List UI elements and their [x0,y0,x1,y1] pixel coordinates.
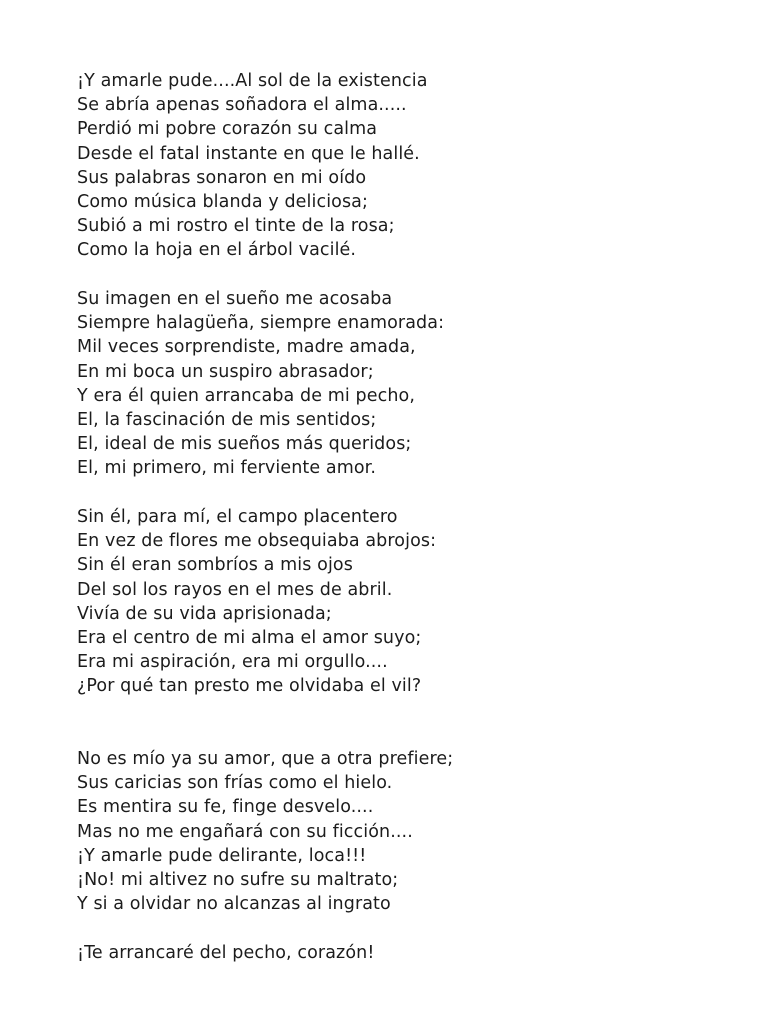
stanza-4 [77,747,453,916]
poem-line: Del sol los rayos en el mes de abril. [77,579,393,600]
poem-line: Se abría apenas soñadora el alma..... [77,95,407,116]
poem-line: Desde el fatal instante en que le hallé. [77,143,420,164]
poem-line: Vivía de su vida aprisionada; [77,603,332,624]
poem-line: El, la fascinación de mis sentidos; [77,410,377,431]
poem-line: ¡Te arrancaré del pecho, corazón! [77,943,375,963]
poem-line: El, mi primero, mi ferviente amor. [77,458,377,479]
poem-line: Su imagen en el sueño me acosaba [77,289,393,309]
poem-line: Como música blanda y deliciosa; [77,192,368,213]
stanza-3 [77,505,436,699]
poem-line: Era el centro de mi alma el amor suyo; [77,628,422,649]
poem-line: ¡No! mi altivez no sufre su maltrato; [77,870,399,891]
poem-line: ¡Y amarle pude delirante, loca!!! [77,845,367,866]
poem-line: Perdió mi pobre corazón su calma [77,119,378,140]
poem-line: En vez de flores me obsequiaba abrojos: [77,531,437,552]
poem-line: ¿Por qué tan presto me olvidaba el vil? [77,676,422,697]
poem-line: Y si a olvidar no alcanzas al ingrato [77,894,391,915]
poem-line: ¡Y amarle pude....Al sol de la existencia [77,71,428,91]
poem-line: Mas no me engañará con su ficción.... [77,821,413,842]
poem-line: Mil veces sorprendiste, madre amada, [77,337,416,358]
poem-line: No es mío ya su amor, que a otra prefiere; [77,749,454,769]
stanza-1 [77,69,428,263]
poem-line: Como la hoja en el árbol vacilé. [77,240,357,261]
poem-line: Siempre halagüeña, siempre enamorada: [77,313,445,334]
poem-line: Sus caricias son frías como el hielo. [77,773,393,794]
poem-line: Y era él quien arrancaba de mi pecho, [77,385,416,406]
poem-line: Sus palabras sonaron en mi oído [77,167,367,188]
poem-line: En mi boca un suspiro abrasador; [77,361,374,382]
poem-line: Sin él, para mí, el campo placentero [77,507,398,527]
stanza-2 [77,287,444,481]
poem-line: Subió a mi rostro el tinte de la rosa; [77,216,395,237]
poem-line: Era mi aspiración, era mi orgullo.... [77,652,388,673]
stanza-5 [77,941,374,965]
poem-line: El, ideal de mis sueños más queridos; [77,434,412,455]
poem-line: Es mentira su fe, finge desvelo.... [77,797,374,818]
poem-line: Sin él eran sombríos a mis ojos [77,555,353,576]
